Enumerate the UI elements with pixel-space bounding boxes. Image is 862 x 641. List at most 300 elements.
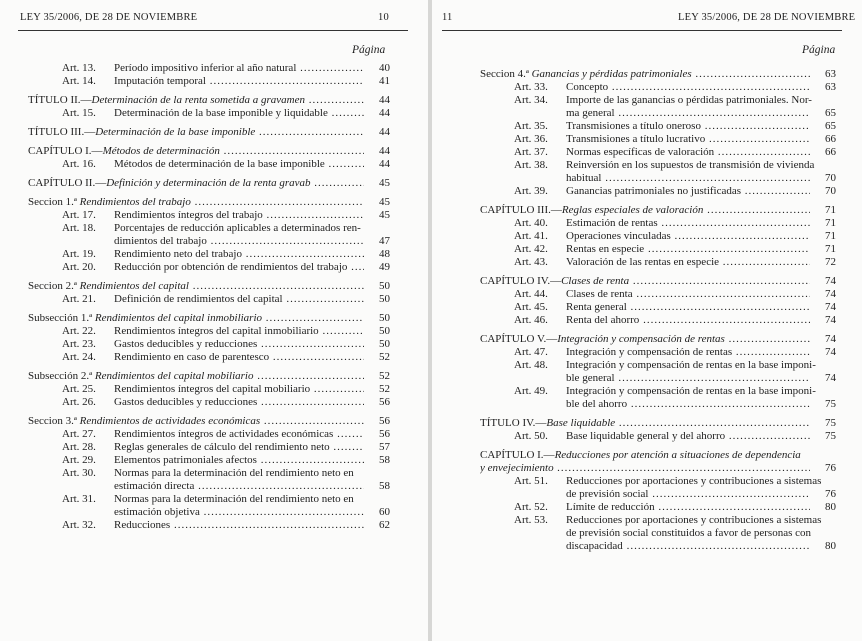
heading-text [480, 449, 836, 462]
toc-article-line [62, 519, 390, 532]
page-ref: 74 [825, 346, 836, 358]
heading-text [28, 94, 364, 107]
toc-article-line [62, 222, 390, 235]
article-title: Transmisiones a título lucrativo ..... [566, 133, 810, 146]
toc-article-line [62, 428, 390, 441]
article-label: Art. 25. [62, 383, 96, 395]
page-ref: 62 [379, 519, 390, 531]
toc-article-line [62, 261, 390, 274]
toc-article-entry [480, 514, 836, 553]
article-label: Art. 44. [514, 288, 548, 300]
page-ref: 74 [825, 314, 836, 326]
page-ref: 49 [379, 261, 390, 273]
left-running-head: LEY 35/2006, DE 28 DE NOVIEMBRE [20, 12, 198, 23]
heading-prefix: Seccion 1.ª [28, 196, 80, 208]
page-ref: 56 [379, 428, 390, 440]
page-ref: 71 [825, 217, 836, 229]
toc-section-heading [28, 145, 390, 158]
heading-prefix: CAPÍTULO III.— [480, 204, 562, 216]
toc-article-entry [480, 159, 836, 185]
heading-title: Ganancias y pérdidas patrimoniales [531, 68, 692, 80]
article-label: Art. 22. [62, 325, 96, 337]
article-label: Art. 47. [514, 346, 548, 358]
article-label: Art. 24. [62, 351, 96, 363]
toc-article-line [514, 514, 836, 527]
article-title: dimientos del trabajo ..... [114, 235, 364, 248]
article-label: Art. 51. [514, 475, 548, 487]
toc-article-entry [28, 454, 390, 467]
article-label: Art. 20. [62, 261, 96, 273]
toc-section-heading [28, 126, 390, 139]
right-toc [480, 62, 836, 553]
heading-prefix: Subsección 2.ª [28, 370, 95, 382]
toc-article-entry [480, 501, 836, 514]
toc-article-line [514, 256, 836, 269]
heading-text [28, 415, 364, 428]
article-title: Renta general ..... [566, 301, 810, 314]
page-ref: 80 [825, 540, 836, 552]
toc-article-entry [480, 217, 836, 230]
toc-article-line [514, 81, 836, 94]
heading-text [480, 68, 810, 81]
page-ref: 44 [379, 126, 390, 138]
toc-section-heading [28, 94, 390, 107]
article-title: Reducciones por aportaciones y contribuciones a sistemas [566, 514, 822, 526]
article-title: Rendimientos íntegros del capital mobiliario ..... [114, 383, 364, 396]
heading-prefix: CAPÍTULO I.— [28, 145, 103, 157]
toc-section-heading [480, 204, 836, 217]
toc-article-line [514, 107, 836, 120]
heading-text [28, 196, 364, 209]
article-title: Reducciones por aportaciones y contribuciones a sistemas [566, 475, 822, 487]
page-ref: 50 [379, 325, 390, 337]
toc-heading-line [480, 204, 836, 217]
toc-article-entry [28, 158, 390, 171]
toc-article-entry [28, 248, 390, 261]
toc-section-heading [28, 312, 390, 325]
page-ref: 74 [825, 275, 836, 287]
page-ref: 58 [379, 480, 390, 492]
heading-text [28, 280, 364, 293]
heading-prefix: CAPÍTULO V.— [480, 333, 558, 345]
heading-title: Métodos de determinación [102, 145, 220, 157]
toc-article-entry [480, 120, 836, 133]
toc-heading-line [28, 370, 390, 383]
toc-section-heading [480, 449, 836, 475]
article-label: Art. 38. [514, 159, 548, 171]
page-ref: 48 [379, 248, 390, 260]
page-ref: 65 [825, 107, 836, 119]
toc-article-line [514, 172, 836, 185]
heading-title: Rendimientos de actividades económicas [79, 415, 261, 427]
article-label: Art. 39. [514, 185, 548, 197]
article-title: Importe de las ganancias o pérdidas patrimoniales. Nor- [566, 94, 812, 106]
article-label: Art. 50. [514, 430, 548, 442]
heading-text [480, 204, 810, 217]
article-title: Normas específicas de valoración ..... [566, 146, 810, 159]
page-ref: 57 [379, 441, 390, 453]
toc-article-entry [28, 428, 390, 441]
toc-article-entry [480, 81, 836, 94]
toc-article-entry [28, 467, 390, 493]
article-title: ma general ..... [566, 107, 810, 120]
toc-section-heading [28, 415, 390, 428]
page-ref: 50 [379, 293, 390, 305]
page-ref: 50 [379, 280, 390, 292]
toc-article-entry [28, 62, 390, 75]
page-ref: 75 [825, 417, 836, 429]
toc-article-entry [480, 475, 836, 501]
toc-article-entry [28, 351, 390, 364]
article-title: Clases de renta ..... [566, 288, 810, 301]
toc-article-entry [480, 185, 836, 198]
toc-article-entry [28, 209, 390, 222]
article-label: Art. 31. [62, 493, 96, 505]
toc-article-line [514, 185, 836, 198]
heading-title: Rendimientos del trabajo [79, 196, 191, 208]
page-ref: 41 [379, 75, 390, 87]
article-title: Rendimientos íntegros de actividades económicas ..... [114, 428, 364, 441]
page-ref: 50 [379, 338, 390, 350]
article-label: Art. 43. [514, 256, 548, 268]
heading-title: Reducciones por atención a situaciones de dependencia [554, 449, 801, 461]
right-running-head: LEY 35/2006, DE 28 DE NOVIEMBRE [678, 12, 856, 23]
page-ref: 74 [825, 301, 836, 313]
page-ref: 76 [825, 488, 836, 500]
page-ref: 66 [825, 146, 836, 158]
article-label: Art. 16. [62, 158, 96, 170]
page-ref: 44 [379, 158, 390, 170]
article-title: estimación directa ..... [114, 480, 364, 493]
article-title: habitual ..... [566, 172, 810, 185]
toc-article-line [514, 372, 836, 385]
page-ref: 52 [379, 370, 390, 382]
article-label: Art. 45. [514, 301, 548, 313]
toc-article-line [62, 493, 390, 506]
toc-article-line [514, 217, 836, 230]
toc-article-line [514, 398, 836, 411]
left-page-number: 10 [378, 12, 389, 23]
article-title: de previsión social ..... [566, 488, 810, 501]
heading-prefix: Seccion 4.ª [480, 68, 532, 80]
article-title: Gastos deducibles y reducciones ..... [114, 338, 364, 351]
toc-article-line [62, 107, 390, 120]
article-title: Límite de reducción ..... [566, 501, 810, 514]
heading-title: Clases de renta [561, 275, 630, 287]
toc-article-entry [480, 359, 836, 385]
page-ref: 56 [379, 396, 390, 408]
article-title: Reglas generales de cálculo del rendimiento neto ..... [114, 441, 364, 454]
page-ref: 72 [825, 256, 836, 268]
page-ref: 80 [825, 501, 836, 513]
toc-article-line [62, 75, 390, 88]
toc-section-heading [480, 275, 836, 288]
article-label: Art. 18. [62, 222, 96, 234]
toc-article-entry [28, 383, 390, 396]
article-title: Normas para la determinación del rendimiento neto en [114, 467, 354, 479]
article-title: ble general ..... [566, 372, 810, 385]
page-ref: 71 [825, 243, 836, 255]
article-title: Reducciones ..... [114, 519, 364, 532]
toc-article-entry [480, 230, 836, 243]
toc-article-entry [28, 75, 390, 88]
article-label: Art. 35. [514, 120, 548, 132]
toc-article-line [62, 506, 390, 519]
article-title: Rendimiento neto del trabajo ..... [114, 248, 364, 261]
heading-prefix: TÍTULO III.— [28, 126, 96, 138]
page-ref: 44 [379, 145, 390, 157]
article-title: Rentas en especie ..... [566, 243, 810, 256]
toc-article-entry [28, 396, 390, 409]
article-label: Art. 21. [62, 293, 96, 305]
toc-article-entry [28, 107, 390, 120]
article-title: Porcentajes de reducción aplicables a determinados ren- [114, 222, 361, 234]
heading-title: Base liquidable [546, 417, 616, 429]
article-title: Elementos patrimoniales afectos ..... [114, 454, 364, 467]
heading-prefix: CAPÍTULO IV.— [480, 275, 562, 287]
heading-text [28, 177, 364, 190]
toc-article-line [62, 293, 390, 306]
toc-heading-line [28, 415, 390, 428]
page-ref: 56 [379, 415, 390, 427]
toc-article-line [62, 351, 390, 364]
toc-heading-line [480, 333, 836, 346]
toc-article-entry [480, 256, 836, 269]
left-toc [28, 62, 390, 532]
article-title: ble del ahorro ..... [566, 398, 810, 411]
article-title: Imputación temporal ..... [114, 75, 364, 88]
toc-article-line [62, 480, 390, 493]
page-ref: 40 [379, 62, 390, 74]
heading-title: Definición y determinación de la renta gravab [106, 177, 311, 189]
toc-article-line [514, 301, 836, 314]
heading-text [480, 417, 810, 430]
article-label: Art. 29. [62, 454, 96, 466]
article-label: Art. 33. [514, 81, 548, 93]
page-ref: 63 [825, 68, 836, 80]
right-pagina-label: Página [802, 44, 836, 56]
toc-section-heading [480, 333, 836, 346]
right-page [432, 0, 862, 641]
article-title: Base liquidable general y del ahorro ..... [566, 430, 810, 443]
article-label: Art. 37. [514, 146, 548, 158]
toc-heading-line [480, 275, 836, 288]
article-label: Art. 36. [514, 133, 548, 145]
heading-title: Determinación de la renta sometida a gravamen [91, 94, 305, 106]
article-title: Ganancias patrimoniales no justificadas ..... [566, 185, 810, 198]
article-title: Métodos de determinación de la base imponible ..... [114, 158, 364, 171]
article-label: Art. 15. [62, 107, 96, 119]
page-ref: 45 [379, 209, 390, 221]
page-ref: 45 [379, 177, 390, 189]
heading-prefix: TÍTULO II.— [28, 94, 92, 106]
toc-heading-line [28, 196, 390, 209]
page-ref: 52 [379, 351, 390, 363]
heading-title: Determinación de la base imponible [95, 126, 256, 138]
page-ref: 74 [825, 288, 836, 300]
toc-article-line [62, 209, 390, 222]
heading-prefix: Seccion 3.ª [28, 415, 80, 427]
article-title: Concepto ..... [566, 81, 810, 94]
toc-article-line [62, 383, 390, 396]
heading-title: Rendimientos del capital [79, 280, 189, 292]
article-title: Determinación de la base imponible y liquidable ..... [114, 107, 364, 120]
page-ref: 63 [825, 81, 836, 93]
article-title: Reinversión en los supuestos de transmisión de vivienda [566, 159, 815, 171]
article-title: Transmisiones a título oneroso ..... [566, 120, 810, 133]
toc-article-line [62, 338, 390, 351]
heading-title: Rendimientos del capital inmobiliario [94, 312, 263, 324]
heading-text [28, 312, 364, 325]
toc-article-entry [480, 133, 836, 146]
toc-article-line [514, 288, 836, 301]
left-page [0, 0, 428, 641]
toc-article-entry [480, 94, 836, 120]
toc-article-entry [28, 222, 390, 248]
article-title: Gastos deducibles y reducciones ..... [114, 396, 364, 409]
article-title: de previsión social constituidos a favor de personas con [566, 527, 811, 539]
toc-article-line [514, 430, 836, 443]
toc-article-line [514, 501, 836, 514]
article-label: Art. 32. [62, 519, 96, 531]
toc-article-line [62, 325, 390, 338]
toc-heading-line [28, 126, 390, 139]
article-label: Art. 19. [62, 248, 96, 260]
toc-heading-line [480, 462, 836, 475]
article-label: Art. 53. [514, 514, 548, 526]
page-ref: 71 [825, 204, 836, 216]
heading-text [28, 126, 364, 139]
toc-article-line [62, 467, 390, 480]
article-label: Art. 28. [62, 441, 96, 453]
article-title: Normas para la determinación del rendimiento neto en [114, 493, 354, 505]
article-label: Art. 42. [514, 243, 548, 255]
page-ref: 74 [825, 372, 836, 384]
toc-article-line [62, 235, 390, 248]
toc-article-entry [480, 146, 836, 159]
toc-article-entry [480, 301, 836, 314]
article-label: Art. 14. [62, 75, 96, 87]
left-header-rule [18, 30, 408, 31]
heading-text [28, 145, 364, 158]
toc-article-entry [480, 346, 836, 359]
page-ref: 66 [825, 133, 836, 145]
toc-article-entry [28, 338, 390, 351]
toc-heading-line [480, 449, 836, 462]
toc-article-line [514, 146, 836, 159]
article-title: Rendimiento en caso de parentesco ..... [114, 351, 364, 364]
toc-section-heading [28, 370, 390, 383]
article-label: Art. 49. [514, 385, 548, 397]
toc-article-entry [480, 243, 836, 256]
heading-prefix: Seccion 2.ª [28, 280, 80, 292]
article-label: Art. 41. [514, 230, 548, 242]
article-title: Estimación de rentas ..... [566, 217, 810, 230]
toc-article-line [514, 120, 836, 133]
heading-title: Reglas especiales de valoración [561, 204, 704, 216]
toc-article-entry [480, 385, 836, 411]
toc-article-line [514, 359, 836, 372]
heading-text [480, 275, 810, 288]
toc-article-line [514, 488, 836, 501]
article-title: Integración y compensación de rentas ..... [566, 346, 810, 359]
toc-article-line [514, 346, 836, 359]
right-header-rule [442, 30, 842, 31]
page-ref: 45 [379, 196, 390, 208]
toc-heading-line [28, 145, 390, 158]
toc-heading-line [28, 312, 390, 325]
article-label: Art. 48. [514, 359, 548, 371]
heading-text [480, 333, 810, 346]
toc-article-line [62, 158, 390, 171]
article-title: Rendimientos íntegros del trabajo ..... [114, 209, 364, 222]
toc-article-line [514, 94, 836, 107]
toc-article-line [62, 396, 390, 409]
toc-article-line [514, 385, 836, 398]
toc-heading-line [28, 280, 390, 293]
toc-article-entry [28, 261, 390, 274]
article-title: Período impositivo inferior al año natural ..... [114, 62, 364, 75]
page-ref: 70 [825, 172, 836, 184]
article-label: Art. 17. [62, 209, 96, 221]
page-ref: 44 [379, 94, 390, 106]
toc-article-line [62, 454, 390, 467]
toc-article-entry [480, 314, 836, 327]
toc-article-line [514, 230, 836, 243]
toc-article-line [62, 248, 390, 261]
page-ref: 75 [825, 398, 836, 410]
toc-article-line [62, 441, 390, 454]
heading-title: Integración y compensación de rentas [557, 333, 725, 345]
page-ref: 75 [825, 430, 836, 442]
article-title: discapacidad ..... [566, 540, 810, 553]
article-label: Art. 13. [62, 62, 96, 74]
article-title: Definición de rendimientos del capital ..... [114, 293, 364, 306]
page-ref: 70 [825, 185, 836, 197]
article-label: Art. 52. [514, 501, 548, 513]
toc-heading-line [28, 94, 390, 107]
toc-article-entry [28, 441, 390, 454]
page-ref: 65 [825, 120, 836, 132]
article-title: Reducción por obtención de rendimientos del trabajo ..... [114, 261, 364, 274]
heading-prefix: CAPÍTULO II.— [28, 177, 107, 189]
toc-heading-line [28, 177, 390, 190]
page-ref: 60 [379, 506, 390, 518]
toc-section-heading [480, 417, 836, 430]
page-ref: 52 [379, 383, 390, 395]
article-label: Art. 46. [514, 314, 548, 326]
article-label: Art. 34. [514, 94, 548, 106]
article-title: Valoración de las rentas en especie ..... [566, 256, 810, 269]
page-ref: 58 [379, 454, 390, 466]
page-ref: 74 [825, 333, 836, 345]
toc-article-entry [28, 519, 390, 532]
heading-prefix: CAPÍTULO I.— [480, 449, 555, 461]
toc-article-line [514, 540, 836, 553]
page-ref: 44 [379, 107, 390, 119]
article-label: Art. 40. [514, 217, 548, 229]
article-title: estimación objetiva ..... [114, 506, 364, 519]
toc-section-heading [28, 196, 390, 209]
toc-article-entry [480, 430, 836, 443]
article-label: Art. 27. [62, 428, 96, 440]
toc-article-entry [480, 288, 836, 301]
article-label: Art. 30. [62, 467, 96, 479]
page-ref: 76 [825, 462, 836, 474]
page-ref: 47 [379, 235, 390, 247]
heading-text [28, 370, 364, 383]
page-ref: 50 [379, 312, 390, 324]
